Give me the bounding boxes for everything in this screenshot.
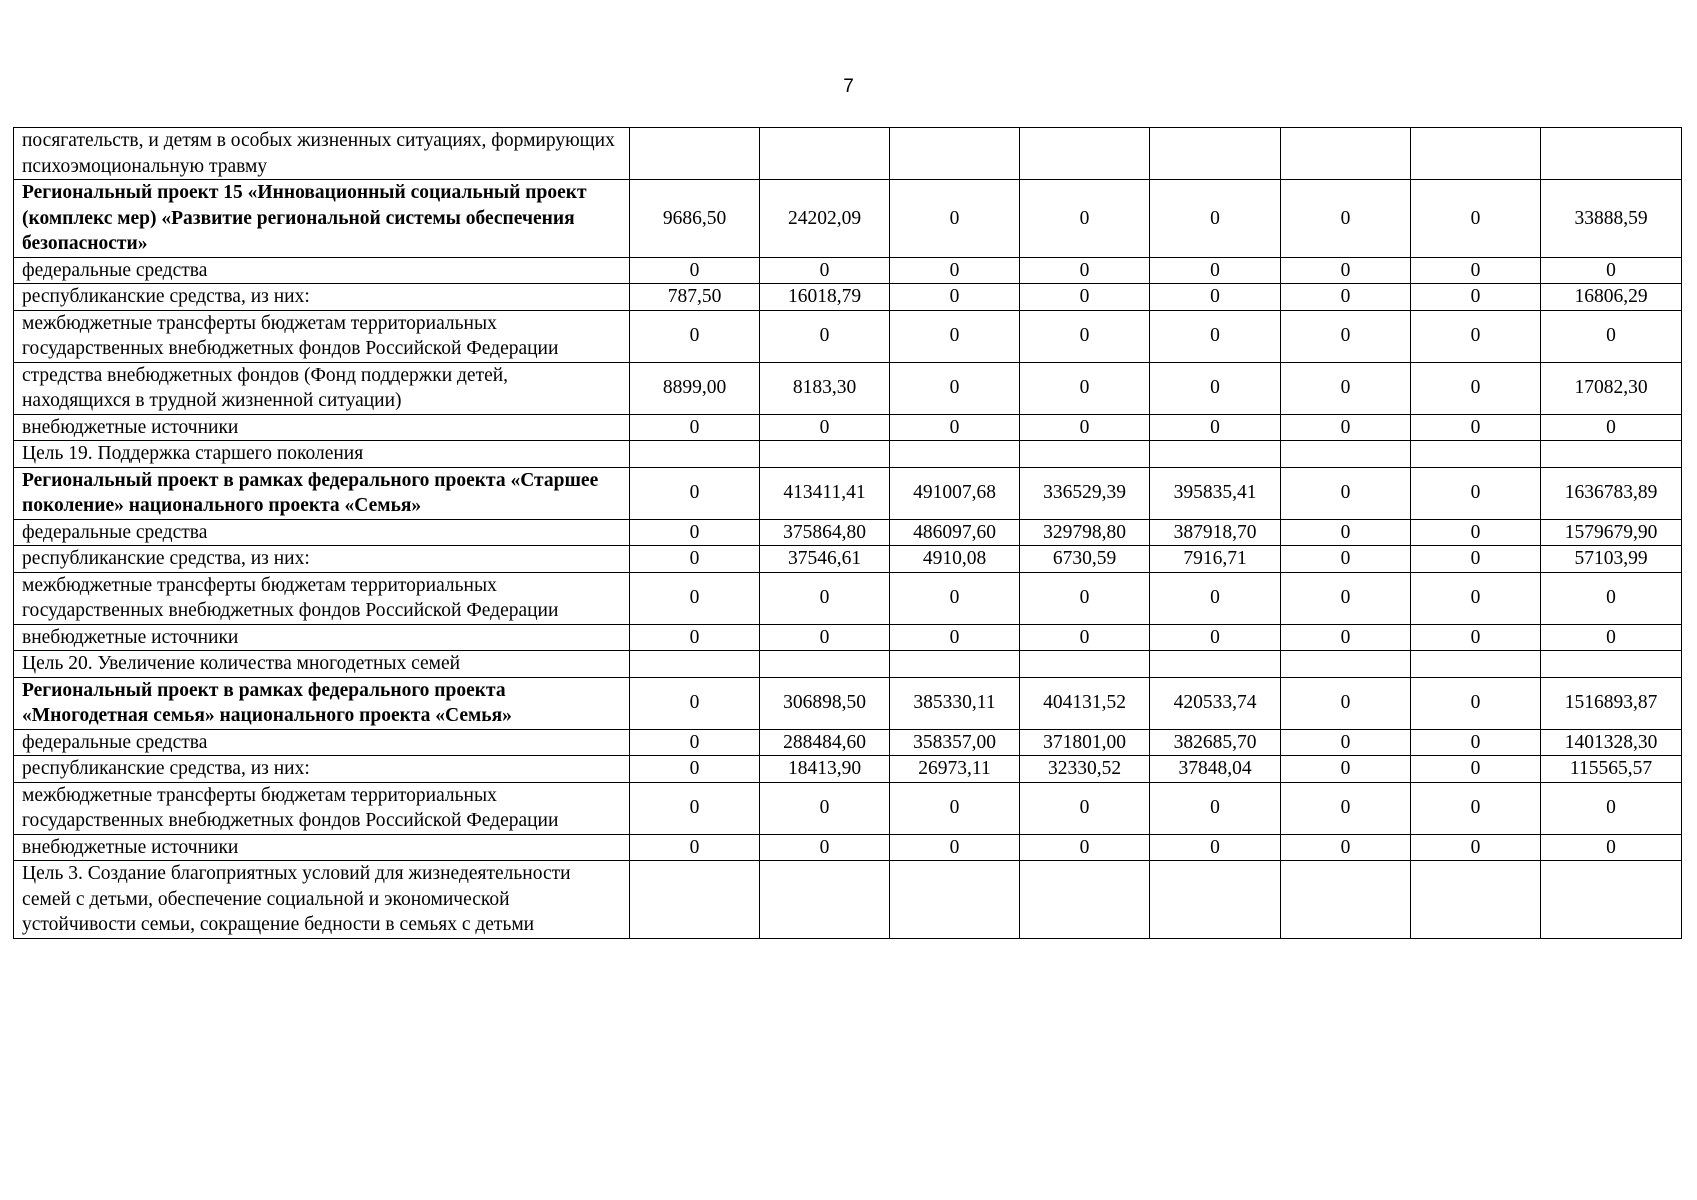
value-cell: 288484,60 bbox=[760, 729, 890, 756]
value-cell: 0 bbox=[890, 284, 1020, 311]
row-label: Цель 19. Поддержка старшего поколения bbox=[14, 441, 630, 468]
value-cell: 0 bbox=[890, 362, 1020, 414]
value-cell: 0 bbox=[630, 519, 760, 546]
value-cell: 413411,41 bbox=[760, 467, 890, 519]
value-cell: 0 bbox=[630, 756, 760, 783]
value-cell: 0 bbox=[1150, 834, 1281, 861]
value-cell: 0 bbox=[1411, 467, 1541, 519]
value-cell: 0 bbox=[1411, 284, 1541, 311]
value-cell: 0 bbox=[1020, 572, 1150, 624]
value-cell: 0 bbox=[1150, 624, 1281, 651]
value-cell: 387918,70 bbox=[1150, 519, 1281, 546]
row-label: федеральные средства bbox=[14, 729, 630, 756]
value-cell: 1636783,89 bbox=[1541, 467, 1682, 519]
value-cell bbox=[1020, 441, 1150, 468]
row-label: посягательств, и детям в особых жизненных ситуациях, формирующих психоэмоциональную травму bbox=[14, 128, 630, 180]
value-cell: 0 bbox=[1541, 310, 1682, 362]
value-cell: 0 bbox=[1020, 310, 1150, 362]
value-cell: 329798,80 bbox=[1020, 519, 1150, 546]
table-row bbox=[14, 284, 1682, 311]
value-cell: 0 bbox=[760, 257, 890, 284]
value-cell bbox=[1541, 651, 1682, 678]
row-label: Региональный проект в рамках федерального проекта «Старшее поколение» национального проекта «Семья» bbox=[14, 467, 630, 519]
value-cell: 0 bbox=[1411, 782, 1541, 834]
value-cell: 0 bbox=[1020, 834, 1150, 861]
value-cell: 382685,70 bbox=[1150, 729, 1281, 756]
value-cell: 0 bbox=[630, 310, 760, 362]
value-cell: 0 bbox=[890, 572, 1020, 624]
value-cell: 0 bbox=[630, 729, 760, 756]
value-cell: 0 bbox=[630, 414, 760, 441]
row-label: внебюджетные источники bbox=[14, 834, 630, 861]
value-cell bbox=[1411, 651, 1541, 678]
value-cell: 0 bbox=[630, 572, 760, 624]
value-cell: 0 bbox=[890, 257, 1020, 284]
value-cell bbox=[890, 128, 1020, 180]
row-label: внебюджетные источники bbox=[14, 624, 630, 651]
value-cell: 404131,52 bbox=[1020, 677, 1150, 729]
value-cell: 6730,59 bbox=[1020, 546, 1150, 573]
value-cell: 0 bbox=[1281, 677, 1411, 729]
value-cell bbox=[1541, 861, 1682, 939]
value-cell: 1516893,87 bbox=[1541, 677, 1682, 729]
value-cell: 371801,00 bbox=[1020, 729, 1150, 756]
value-cell: 115565,57 bbox=[1541, 756, 1682, 783]
value-cell: 0 bbox=[1281, 756, 1411, 783]
table-row bbox=[14, 729, 1682, 756]
value-cell: 0 bbox=[630, 834, 760, 861]
value-cell: 0 bbox=[1150, 362, 1281, 414]
table-row bbox=[14, 310, 1682, 362]
value-cell: 0 bbox=[1411, 834, 1541, 861]
value-cell bbox=[630, 441, 760, 468]
value-cell: 0 bbox=[1020, 180, 1150, 258]
value-cell: 336529,39 bbox=[1020, 467, 1150, 519]
value-cell: 16806,29 bbox=[1541, 284, 1682, 311]
row-label: федеральные средства bbox=[14, 519, 630, 546]
value-cell bbox=[890, 651, 1020, 678]
value-cell: 33888,59 bbox=[1541, 180, 1682, 258]
value-cell: 0 bbox=[760, 782, 890, 834]
value-cell: 0 bbox=[630, 257, 760, 284]
value-cell: 0 bbox=[1020, 782, 1150, 834]
row-label: Цель 3. Создание благоприятных условий для жизнедеятельности семей с детьми, обеспечение социальной и экономической устойчивости семьи, сокращение бедности в семьях с детьми bbox=[14, 861, 630, 939]
value-cell: 0 bbox=[1281, 257, 1411, 284]
row-label: республиканские средства, из них: bbox=[14, 284, 630, 311]
value-cell bbox=[1020, 651, 1150, 678]
value-cell: 0 bbox=[760, 834, 890, 861]
row-label: внебюджетные источники bbox=[14, 414, 630, 441]
value-cell: 0 bbox=[1411, 677, 1541, 729]
value-cell: 0 bbox=[1150, 284, 1281, 311]
value-cell: 0 bbox=[1281, 782, 1411, 834]
value-cell: 0 bbox=[760, 414, 890, 441]
value-cell: 375864,80 bbox=[760, 519, 890, 546]
value-cell: 0 bbox=[1150, 180, 1281, 258]
value-cell: 0 bbox=[1150, 572, 1281, 624]
row-label: межбюджетные трансферты бюджетам территориальных государственных внебюджетных фондов Российской Федерации bbox=[14, 572, 630, 624]
value-cell: 0 bbox=[890, 414, 1020, 441]
value-cell: 0 bbox=[1411, 546, 1541, 573]
value-cell: 0 bbox=[1281, 834, 1411, 861]
value-cell: 0 bbox=[1411, 729, 1541, 756]
value-cell: 0 bbox=[890, 180, 1020, 258]
value-cell bbox=[1281, 861, 1411, 939]
value-cell: 8899,00 bbox=[630, 362, 760, 414]
value-cell bbox=[760, 651, 890, 678]
value-cell bbox=[1411, 861, 1541, 939]
row-label: федеральные средства bbox=[14, 257, 630, 284]
value-cell: 0 bbox=[1281, 310, 1411, 362]
value-cell: 0 bbox=[1541, 572, 1682, 624]
value-cell bbox=[1020, 128, 1150, 180]
value-cell: 0 bbox=[1411, 310, 1541, 362]
value-cell: 0 bbox=[1150, 782, 1281, 834]
row-label: республиканские средства, из них: bbox=[14, 546, 630, 573]
value-cell bbox=[760, 441, 890, 468]
value-cell: 0 bbox=[890, 624, 1020, 651]
table-row bbox=[14, 546, 1682, 573]
table-row bbox=[14, 519, 1682, 546]
value-cell: 0 bbox=[890, 834, 1020, 861]
row-label: республиканские средства, из них: bbox=[14, 756, 630, 783]
value-cell: 0 bbox=[1411, 180, 1541, 258]
value-cell: 0 bbox=[1281, 729, 1411, 756]
value-cell: 0 bbox=[1281, 519, 1411, 546]
value-cell: 0 bbox=[1281, 414, 1411, 441]
table-row bbox=[14, 834, 1682, 861]
value-cell: 0 bbox=[630, 624, 760, 651]
value-cell bbox=[1020, 861, 1150, 939]
value-cell bbox=[890, 441, 1020, 468]
value-cell: 0 bbox=[630, 546, 760, 573]
value-cell: 491007,68 bbox=[890, 467, 1020, 519]
value-cell: 1401328,30 bbox=[1541, 729, 1682, 756]
value-cell bbox=[890, 861, 1020, 939]
table-row bbox=[14, 572, 1682, 624]
value-cell bbox=[630, 861, 760, 939]
table-row bbox=[14, 756, 1682, 783]
value-cell: 0 bbox=[1281, 180, 1411, 258]
value-cell: 486097,60 bbox=[890, 519, 1020, 546]
value-cell: 0 bbox=[1541, 782, 1682, 834]
project-row bbox=[14, 677, 1682, 729]
row-label: межбюджетные трансферты бюджетам территориальных государственных внебюджетных фондов Российской Федерации bbox=[14, 782, 630, 834]
value-cell: 0 bbox=[1281, 572, 1411, 624]
value-cell: 1579679,90 bbox=[1541, 519, 1682, 546]
value-cell: 7916,71 bbox=[1150, 546, 1281, 573]
value-cell: 17082,30 bbox=[1541, 362, 1682, 414]
value-cell: 37848,04 bbox=[1150, 756, 1281, 783]
value-cell: 358357,00 bbox=[890, 729, 1020, 756]
value-cell: 0 bbox=[1020, 362, 1150, 414]
project-row bbox=[14, 467, 1682, 519]
value-cell: 0 bbox=[1411, 257, 1541, 284]
value-cell bbox=[1150, 651, 1281, 678]
value-cell: 32330,52 bbox=[1020, 756, 1150, 783]
table-row bbox=[14, 624, 1682, 651]
value-cell: 787,50 bbox=[630, 284, 760, 311]
value-cell: 0 bbox=[1411, 624, 1541, 651]
value-cell: 0 bbox=[1020, 284, 1150, 311]
value-cell: 18413,90 bbox=[760, 756, 890, 783]
value-cell: 24202,09 bbox=[760, 180, 890, 258]
value-cell: 0 bbox=[1411, 756, 1541, 783]
value-cell: 0 bbox=[890, 310, 1020, 362]
value-cell bbox=[1150, 861, 1281, 939]
value-cell bbox=[1150, 441, 1281, 468]
value-cell: 306898,50 bbox=[760, 677, 890, 729]
value-cell: 0 bbox=[760, 572, 890, 624]
value-cell: 0 bbox=[1541, 414, 1682, 441]
row-label: стредства внебюджетных фондов (Фонд поддержки детей, находящихся в трудной жизненной ситуации) bbox=[14, 362, 630, 414]
value-cell bbox=[1411, 441, 1541, 468]
value-cell: 0 bbox=[1411, 519, 1541, 546]
value-cell: 26973,11 bbox=[890, 756, 1020, 783]
row-label: Цель 20. Увеличение количества многодетных семей bbox=[14, 651, 630, 678]
value-cell: 0 bbox=[1411, 414, 1541, 441]
value-cell: 0 bbox=[1281, 467, 1411, 519]
value-cell: 0 bbox=[1541, 834, 1682, 861]
row-label: межбюджетные трансферты бюджетам территориальных государственных внебюджетных фондов Российской Федерации bbox=[14, 310, 630, 362]
table-body bbox=[14, 128, 1682, 939]
row-label: Региональный проект 15 «Инновационный социальный проект (комплекс мер) «Развитие региональной системы обеспечения безопасности» bbox=[14, 180, 630, 258]
value-cell bbox=[630, 128, 760, 180]
value-cell: 0 bbox=[1281, 362, 1411, 414]
value-cell bbox=[630, 651, 760, 678]
table-row bbox=[14, 414, 1682, 441]
project-row bbox=[14, 180, 1682, 258]
table-row bbox=[14, 257, 1682, 284]
value-cell bbox=[1541, 128, 1682, 180]
table-row bbox=[14, 782, 1682, 834]
value-cell: 16018,79 bbox=[760, 284, 890, 311]
value-cell bbox=[1411, 128, 1541, 180]
value-cell bbox=[1541, 441, 1682, 468]
section-row bbox=[14, 861, 1682, 939]
value-cell: 395835,41 bbox=[1150, 467, 1281, 519]
value-cell: 0 bbox=[1541, 257, 1682, 284]
value-cell: 0 bbox=[1020, 257, 1150, 284]
value-cell: 0 bbox=[630, 467, 760, 519]
value-cell: 0 bbox=[1150, 414, 1281, 441]
budget-table bbox=[13, 127, 1682, 939]
value-cell: 0 bbox=[1281, 546, 1411, 573]
value-cell bbox=[1281, 128, 1411, 180]
value-cell: 0 bbox=[1281, 284, 1411, 311]
value-cell bbox=[1150, 128, 1281, 180]
value-cell bbox=[760, 128, 890, 180]
value-cell: 0 bbox=[760, 624, 890, 651]
value-cell: 57103,99 bbox=[1541, 546, 1682, 573]
value-cell bbox=[1281, 441, 1411, 468]
section-row bbox=[14, 441, 1682, 468]
value-cell: 385330,11 bbox=[890, 677, 1020, 729]
value-cell: 4910,08 bbox=[890, 546, 1020, 573]
value-cell: 8183,30 bbox=[760, 362, 890, 414]
value-cell: 0 bbox=[760, 310, 890, 362]
value-cell: 0 bbox=[1150, 310, 1281, 362]
value-cell: 0 bbox=[630, 782, 760, 834]
table-row bbox=[14, 362, 1682, 414]
value-cell: 0 bbox=[630, 677, 760, 729]
value-cell: 0 bbox=[890, 782, 1020, 834]
value-cell: 0 bbox=[1411, 362, 1541, 414]
value-cell: 0 bbox=[1411, 572, 1541, 624]
value-cell: 9686,50 bbox=[630, 180, 760, 258]
section-row bbox=[14, 651, 1682, 678]
value-cell: 0 bbox=[1281, 624, 1411, 651]
section-row bbox=[14, 128, 1682, 180]
value-cell: 0 bbox=[1020, 624, 1150, 651]
value-cell: 0 bbox=[1150, 257, 1281, 284]
value-cell: 420533,74 bbox=[1150, 677, 1281, 729]
row-label: Региональный проект в рамках федерального проекта «Многодетная семья» национального проекта «Семья» bbox=[14, 677, 630, 729]
page-number: 7 bbox=[843, 76, 854, 97]
value-cell: 0 bbox=[1541, 624, 1682, 651]
value-cell: 0 bbox=[1020, 414, 1150, 441]
value-cell bbox=[1281, 651, 1411, 678]
value-cell: 37546,61 bbox=[760, 546, 890, 573]
value-cell bbox=[760, 861, 890, 939]
